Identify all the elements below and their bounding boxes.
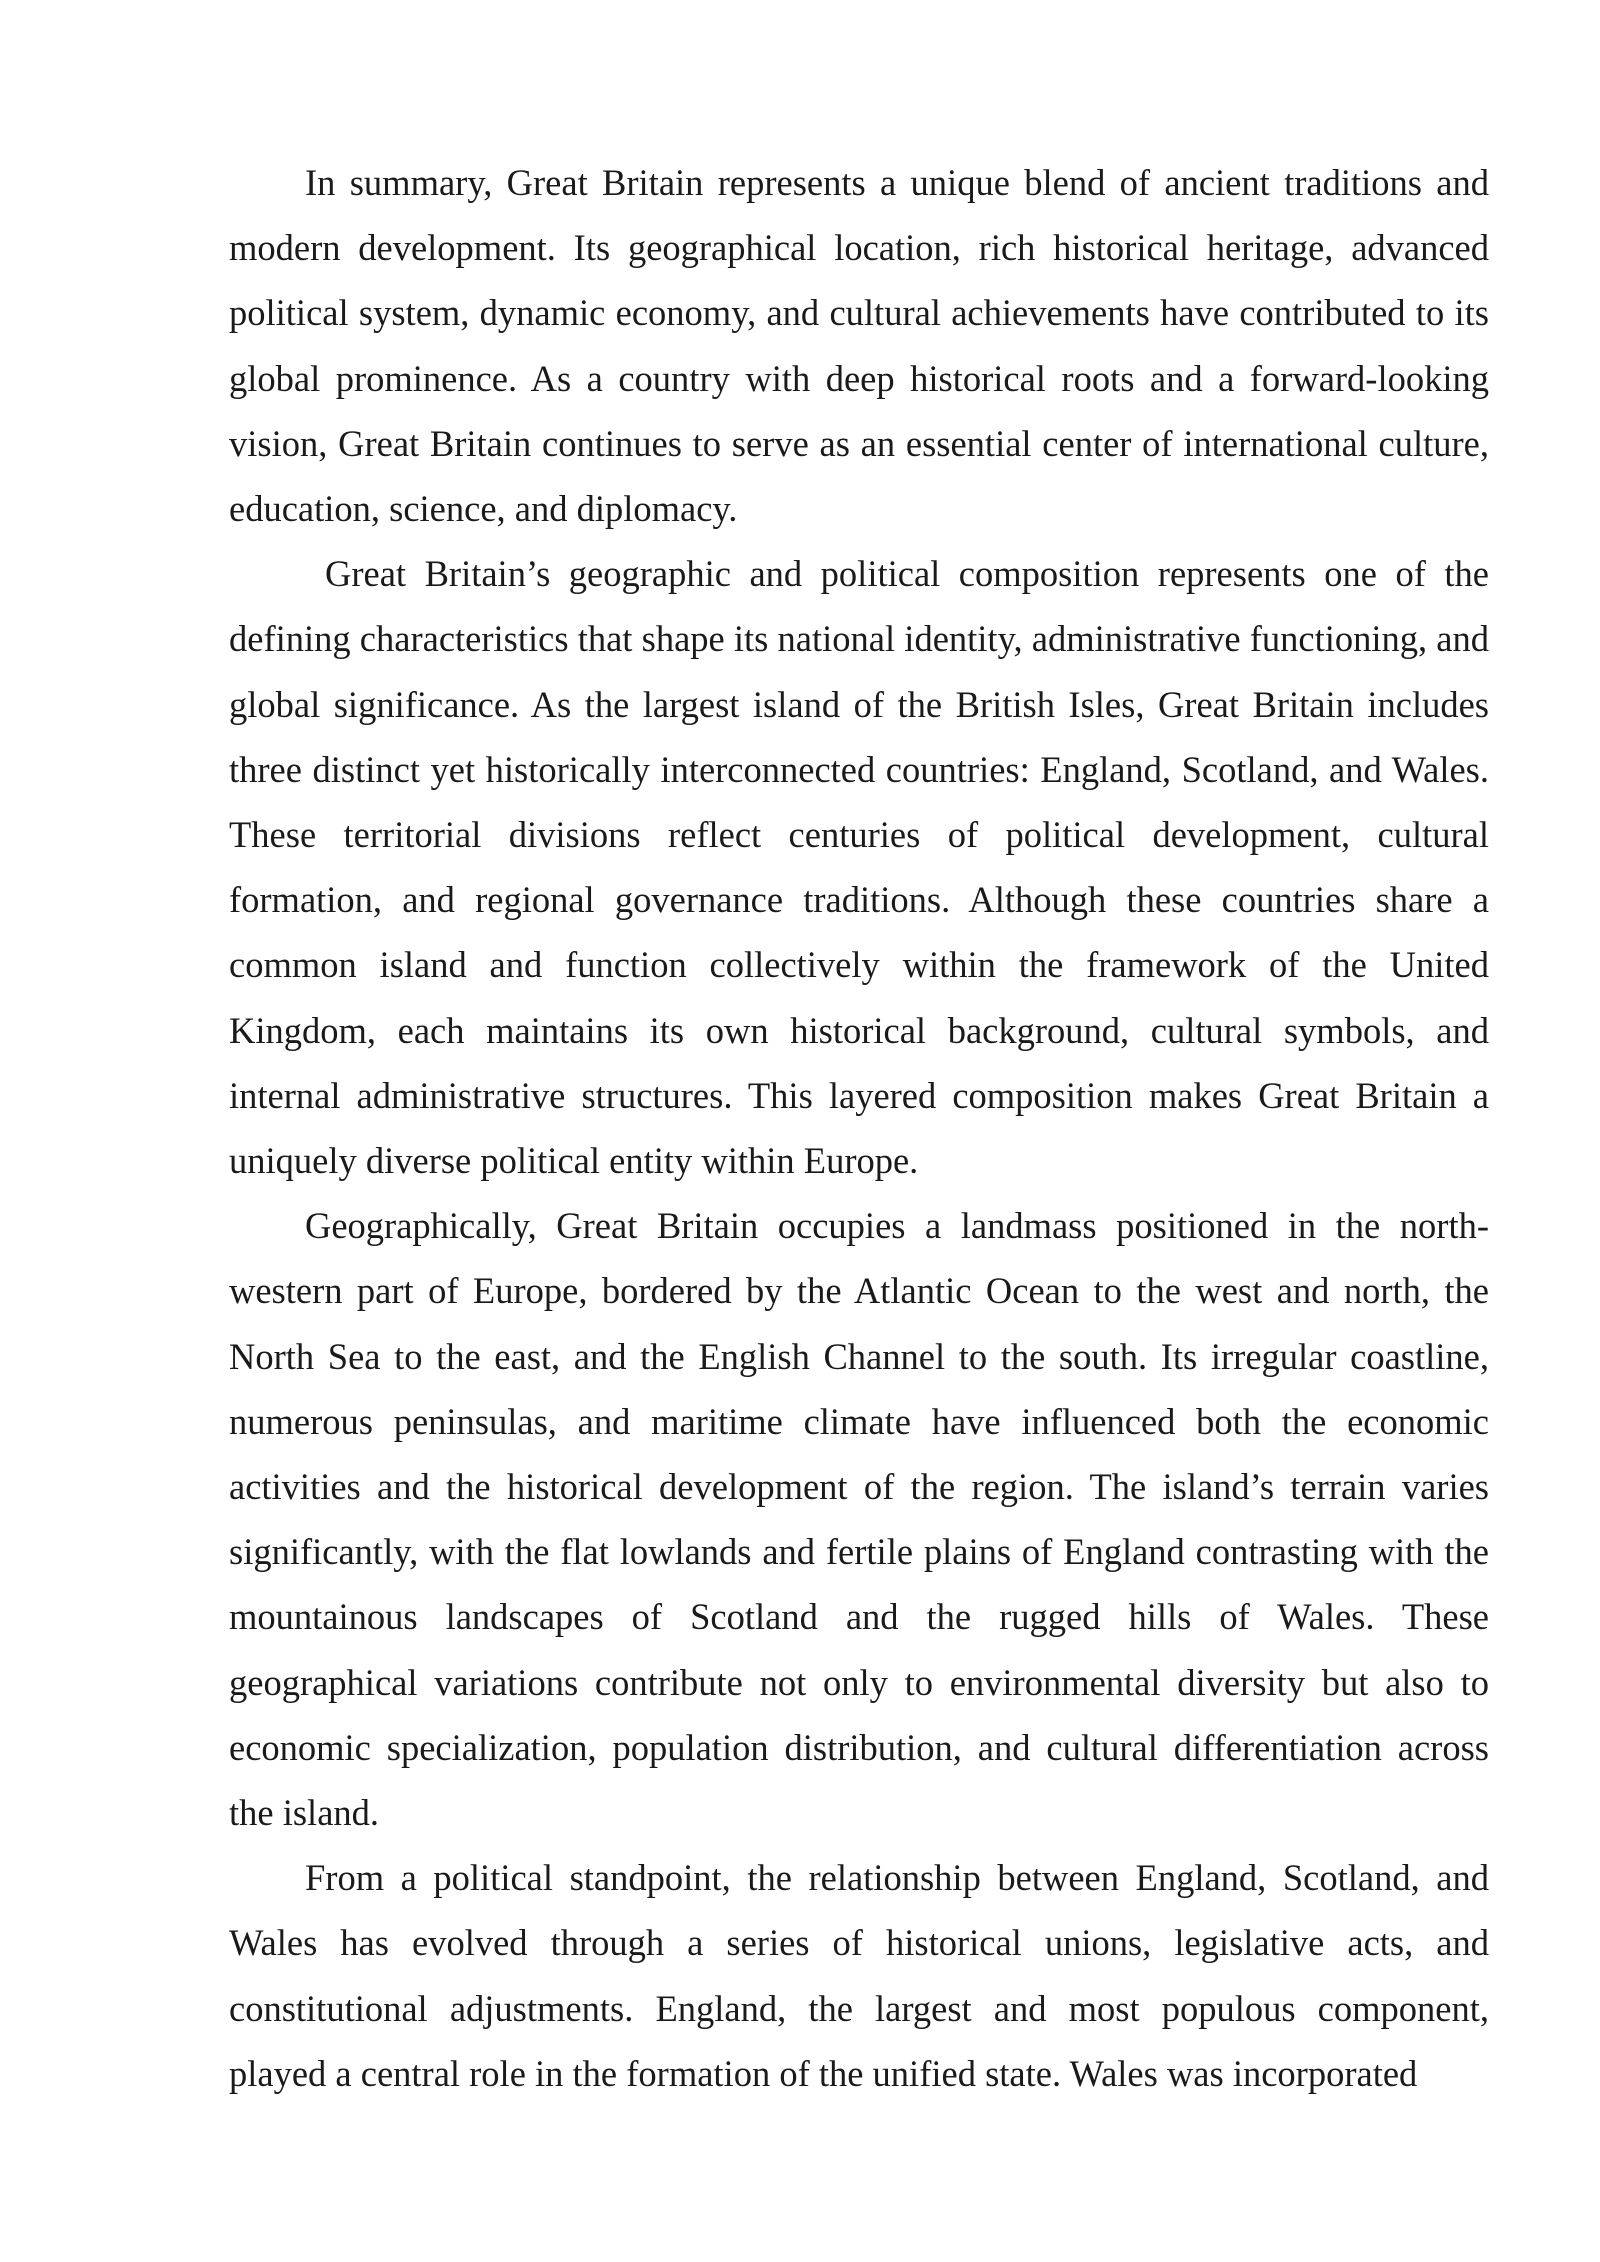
paragraph-politics: From a political standpoint, the relationship between England, Scotland, and Wales has evolved through a series of historical unions, legislative acts, and constitutional adjustments. England, the largest and most populous component, played a central role in the formation of the unified state. Wales was incorporated bbox=[229, 1857, 1489, 2094]
body-text bbox=[229, 150, 1489, 2106]
paragraph-summary: In summary, Great Britain represents a unique blend of ancient traditions and modern development. Its geographical location, rich historical heritage, advanced political system, dynamic economy, and cultural achievements have contributed to its global prominence. As a country with deep historical roots and a forward-looking vision, Great Britain continues to serve as an essential center of international culture, education, science, and diplomacy. bbox=[229, 162, 1489, 530]
paragraph-composition: Great Britain’s geographic and political composition represents one of the defining characteristics that shape its national identity, administrative functioning, and global significance. As the largest island of the British Isles, Great Britain includes three distinct yet historically interconnected countries: England, Scotland, and Wales. These territorial divisions reflect centuries of political development, cultural formation, and regional governance traditions. Although these countries share a common island and function collectively within the framework of the United Kingdom, each maintains its own historical background, cultural symbols, and internal administrative structures. This layered composition makes Great Britain a uniquely diverse political entity within Europe. bbox=[229, 553, 1489, 1182]
paragraph-geography: Geographically, Great Britain occupies a landmass positioned in the north-western part of Europe, bordered by the Atlantic Ocean to the west and north, the North Sea to the east, and the English Channel to the south. Its irregular coastline, numerous peninsulas, and maritime climate have influenced both the economic activities and the historical development of the region. The island’s terrain varies significantly, with the flat lowlands and fertile plains of England contrasting with the mountainous landscapes of Scotland and the rugged hills of Wales. These geographical variations contribute not only to environmental diversity but also to economic specialization, population distribution, and cultural differentiation across the island. bbox=[229, 1205, 1489, 1834]
